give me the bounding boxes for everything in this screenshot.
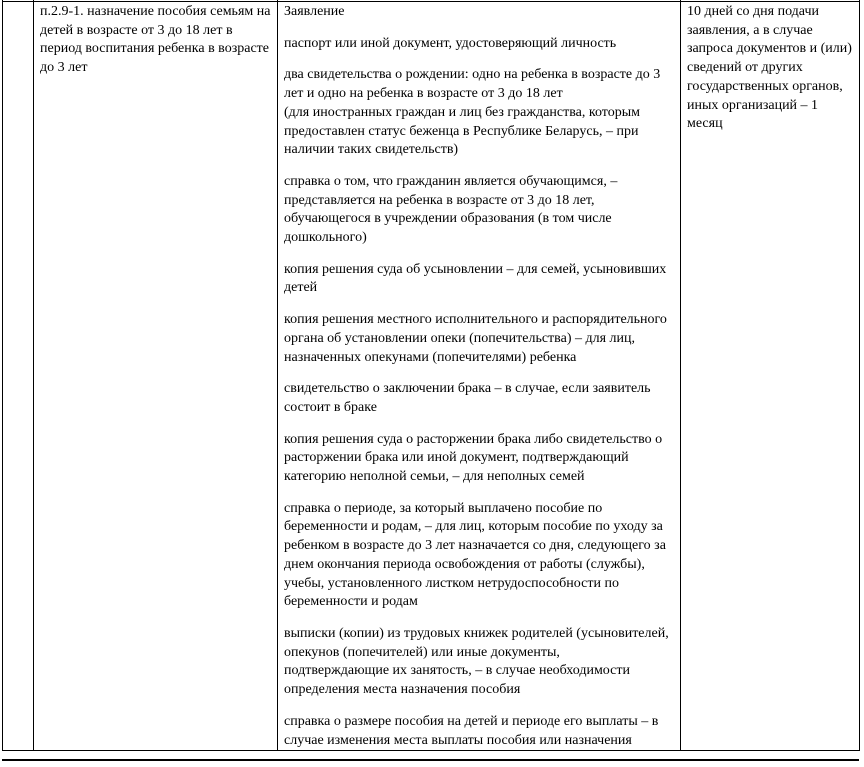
index-cell xyxy=(3,2,34,751)
procedure-text: п.2.9-1. назначение пособия семьям на детей в возрасте от 3 до 18 лет в период воспитания ребенка в возрасте до 3 лет xyxy=(40,4,271,76)
document-paragraph: справка о том, что гражданин является обучающимся, – представляется на ребенка в возрасте от 3 до 18 лет, обучающегося в учреждении образования (в том числе дошкольного) xyxy=(284,173,618,246)
benefits-table xyxy=(2,0,860,751)
document-paragraph: свидетельство о заключении брака – в случае, если заявитель состоит в браке xyxy=(284,381,651,415)
page-break-line xyxy=(2,759,859,761)
document-paragraph: паспорт или иной документ, удостоверяющий личность xyxy=(284,35,617,51)
document-paragraph: справка о периоде, за который выплачено пособие по беременности и родам, – для лиц, которым пособие по уходу за ребенком в возрасте до 3 лет назначается со дня, следующего за днем окончания периода освобождения от работы (службы), учебы, установленного листком нетрудоспособности по беременности и родам xyxy=(284,500,666,610)
document-paragraph: Заявление xyxy=(284,4,345,19)
document-paragraph: два свидетельства о рождении: одно на ребенка в возрасте до 3 лет и одно на ребенка в возрасте от 3 до 18 лет (для иностранных граждан и лиц без гражданства, которым предоставлен статус беженца в Республике Беларусь, – при наличии таких свидетельств) xyxy=(284,67,661,158)
documents-cell xyxy=(278,2,681,751)
term-text: 10 дней со дня подачи заявления, а в случае запроса документов и (или) сведений от других государственных органов, иных организаций – 1 месяц xyxy=(687,4,852,132)
document-paragraph: копия решения местного исполнительного и распорядительного органа об установлении опеки (попечительства) – для лиц, назначенных опекунами (попечителями) ребенка xyxy=(284,312,667,365)
page-margin-mask xyxy=(0,761,864,767)
table-row xyxy=(3,2,860,751)
term-cell xyxy=(681,2,860,751)
document-paragraph: справка о размере пособия на детей и периоде его выплаты – в случае изменения места выплаты пособия или назначения xyxy=(284,713,659,748)
document-paragraph: копия решения суда о расторжении брака либо свидетельство о расторжении брака или иной документ, подтверждающий категорию неполной семьи, – для неполных семей xyxy=(284,431,663,485)
document-paragraph: копия решения суда об усыновлении – для семей, усыновивших детей xyxy=(284,261,667,296)
document-paragraph: выписки (копии) из трудовых книжек родителей (усыновителей, опекунов (попечителей) или иные документы, подтверждающие их занятость, – в случае необходимости определения места назначения пособия xyxy=(284,625,669,698)
procedure-cell xyxy=(34,2,278,751)
